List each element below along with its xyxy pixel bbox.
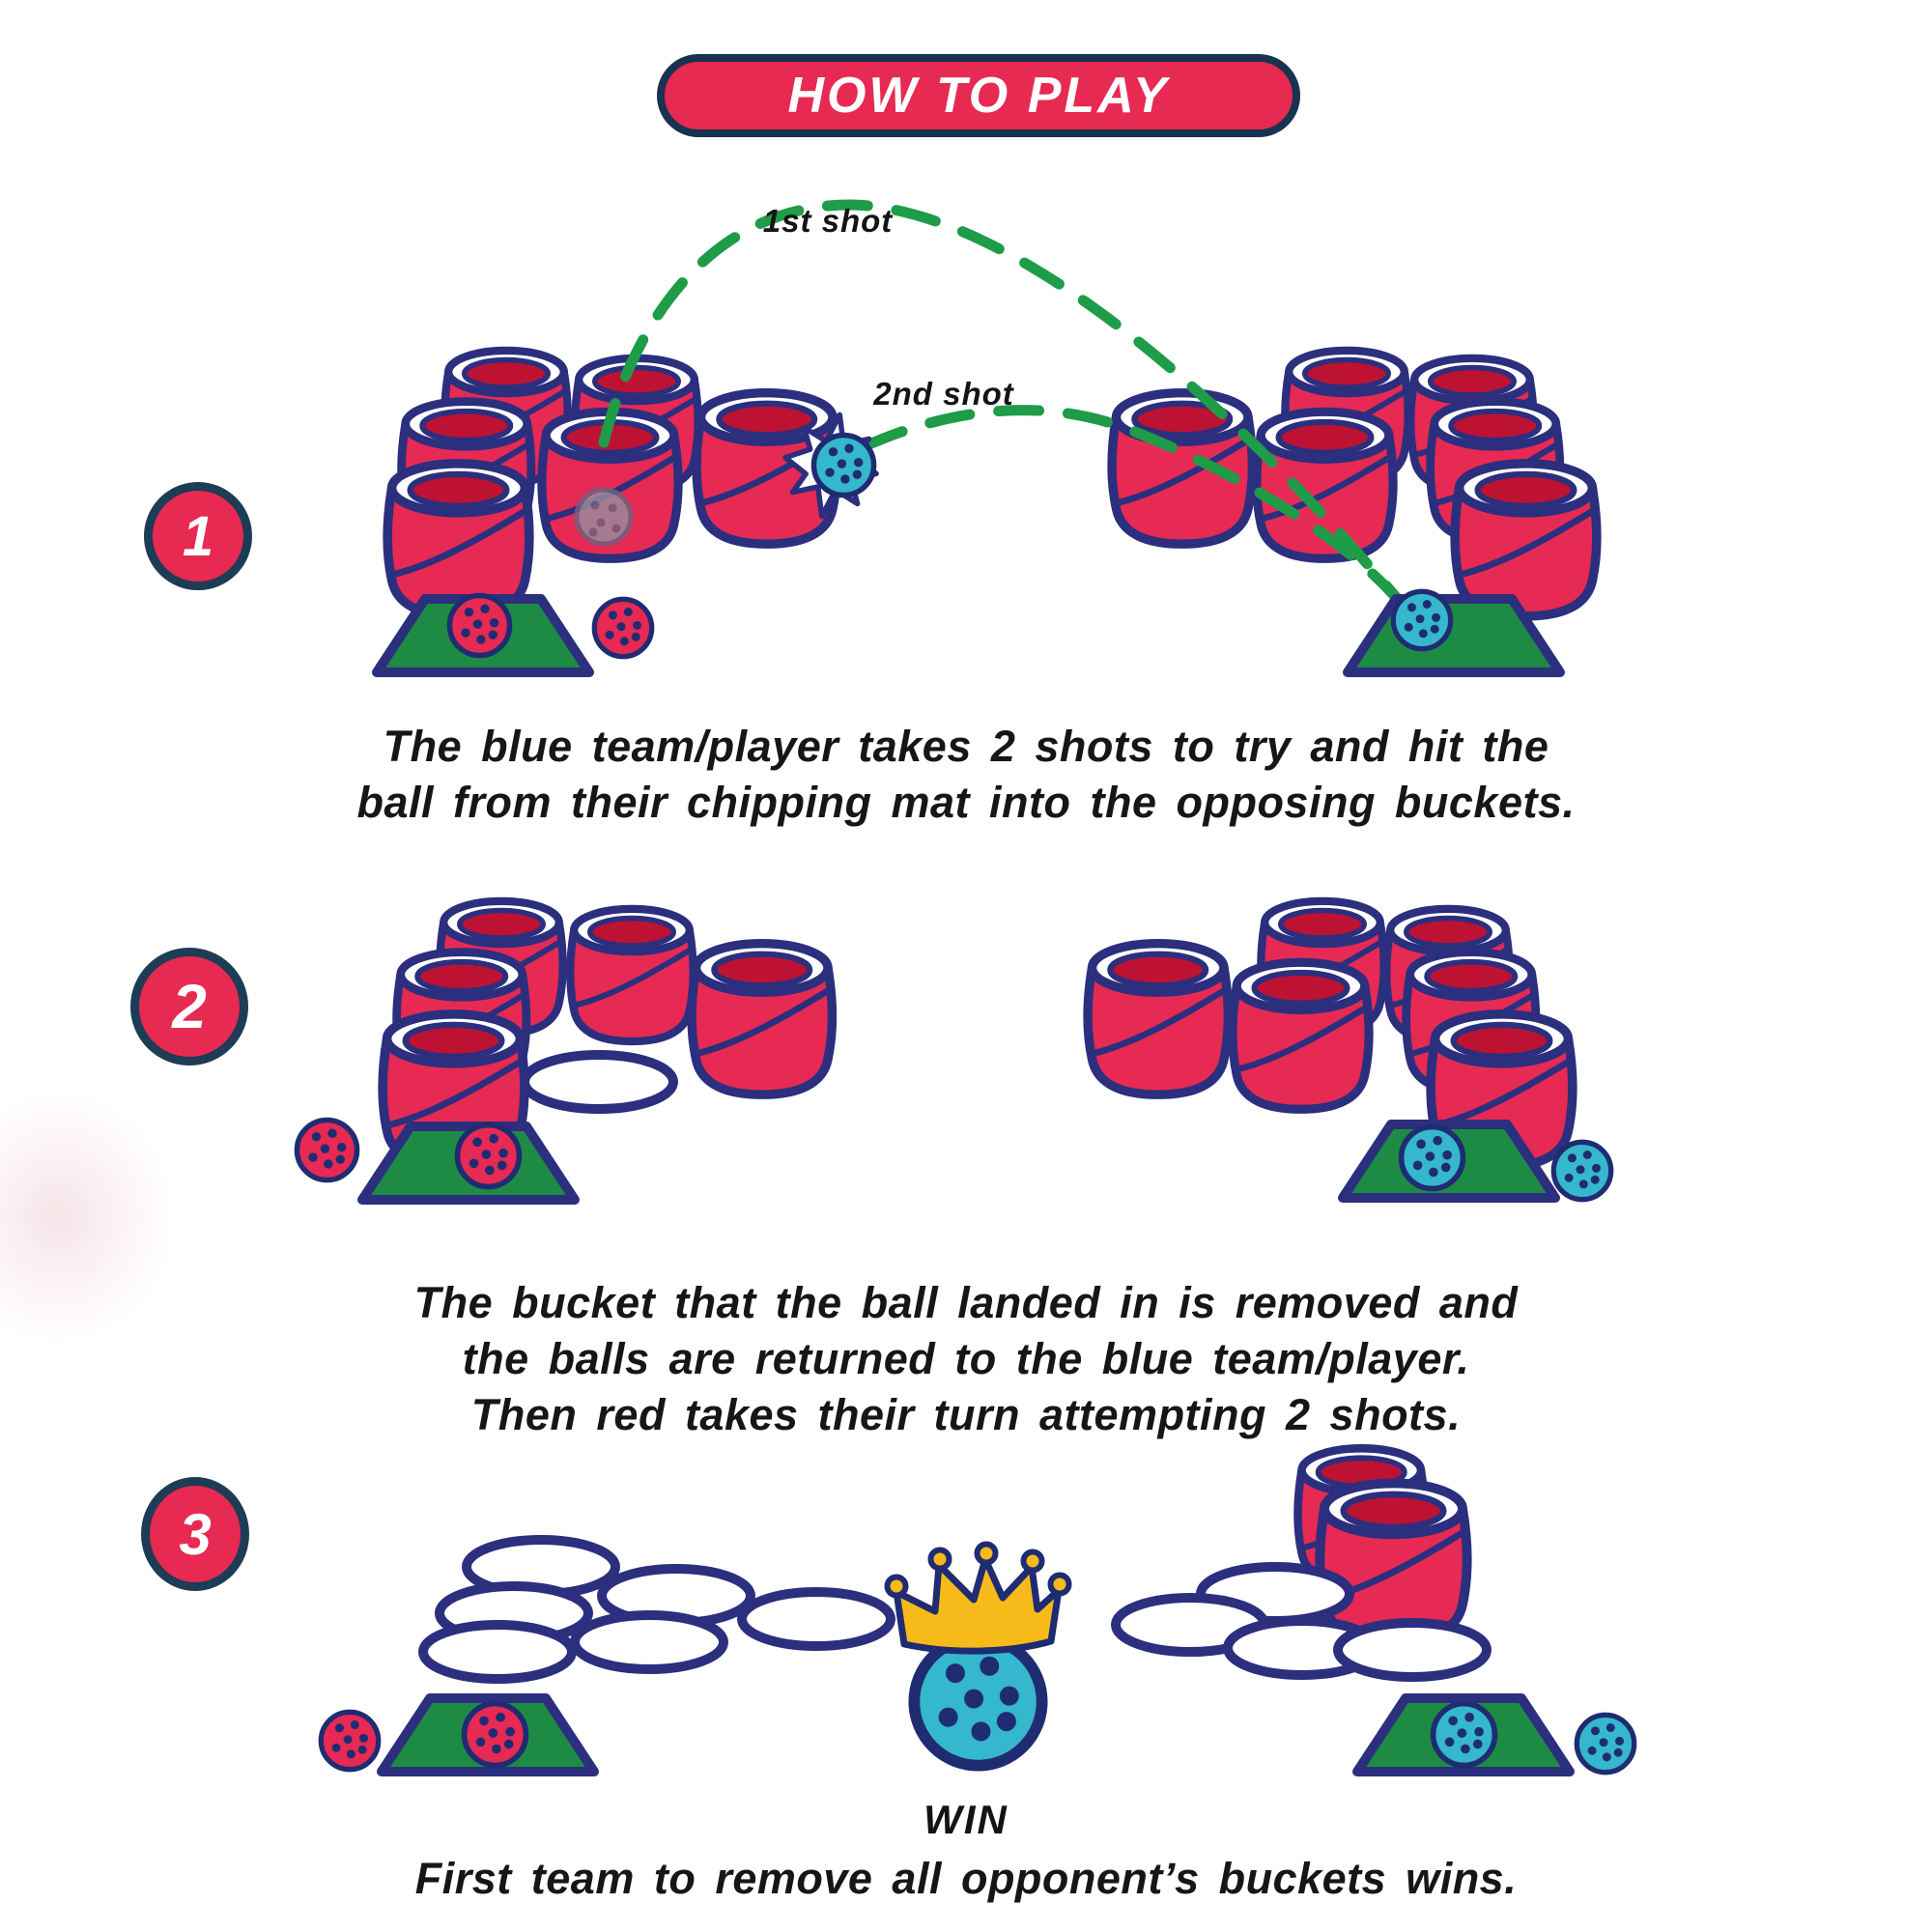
caption-line: First team to remove all opponent’s buckets wins. <box>414 1854 1518 1903</box>
blue-pickleball-icon <box>1434 1704 1495 1766</box>
bucket-icon <box>570 909 693 1041</box>
step3-right-cluster <box>1116 1448 1487 1677</box>
caption-line: the balls are returned to the blue team/player. <box>462 1334 1470 1383</box>
red-pickleball-icon <box>321 1712 378 1769</box>
bucket-icon <box>1455 464 1597 616</box>
step3-left-removed-cluster <box>423 1540 891 1679</box>
first-shot-label: 1st shot <box>762 203 894 239</box>
step1-caption <box>0 719 1932 831</box>
step1-left-bucket-cluster <box>387 351 837 616</box>
removed-bucket-outline-icon <box>742 1592 891 1646</box>
caption-line: Then red takes their turn attempting 2 shots. <box>470 1390 1462 1439</box>
step-badge-3 <box>141 1477 249 1591</box>
blue-pickleball-icon <box>1577 1715 1634 1772</box>
blue-pickleball-icon <box>1553 1142 1610 1199</box>
win-label: WIN <box>923 1797 1009 1842</box>
bucket-icon <box>387 464 529 616</box>
caption-line: The blue team/player takes 2 shots to try and hit the <box>383 722 1549 771</box>
removed-bucket-outline-icon <box>575 1615 724 1669</box>
blue-pickleball-icon <box>914 1637 1041 1765</box>
step1-right-bucket-cluster <box>1112 351 1597 616</box>
caption-line: The bucket that the ball landed in is removed and <box>413 1278 1519 1327</box>
bucket-icon <box>1112 393 1252 544</box>
bucket-icon <box>692 944 832 1094</box>
ghost-ball-icon <box>577 490 631 544</box>
step-badge-1 <box>144 482 252 590</box>
page-title: HOW TO PLAY <box>787 68 1170 124</box>
step-number: 2 <box>172 972 207 1041</box>
caption-line: ball from their chipping mat into the opposing buckets. <box>356 778 1576 827</box>
red-pickleball-icon <box>465 1704 526 1766</box>
bucket-icon <box>1233 962 1369 1109</box>
removed-bucket-outline-icon <box>423 1625 572 1679</box>
red-pickleball-icon <box>297 1120 356 1179</box>
step2-caption <box>0 1275 1932 1443</box>
bucket-icon <box>1088 944 1228 1094</box>
blue-pickleball-icon <box>1393 591 1450 648</box>
removed-bucket-outline-icon <box>525 1055 673 1109</box>
removed-bucket-outline-icon <box>1338 1623 1487 1677</box>
step-badge-2 <box>130 948 248 1065</box>
red-pickleball-icon <box>594 599 651 656</box>
red-pickleball-icon <box>458 1125 520 1187</box>
blue-pickleball-icon <box>1402 1127 1463 1189</box>
winner-crowned-ball <box>888 1545 1069 1766</box>
title-banner <box>657 54 1300 137</box>
bucket-icon <box>1320 1483 1466 1641</box>
red-pickleball-icon <box>449 595 509 655</box>
second-shot-label: 2nd shot <box>873 376 1014 412</box>
crown-icon <box>888 1545 1069 1652</box>
step-number: 3 <box>179 1501 212 1567</box>
step-number: 1 <box>182 504 214 568</box>
step3-caption <box>0 1851 1932 1907</box>
blue-pickleball-icon <box>813 435 873 495</box>
